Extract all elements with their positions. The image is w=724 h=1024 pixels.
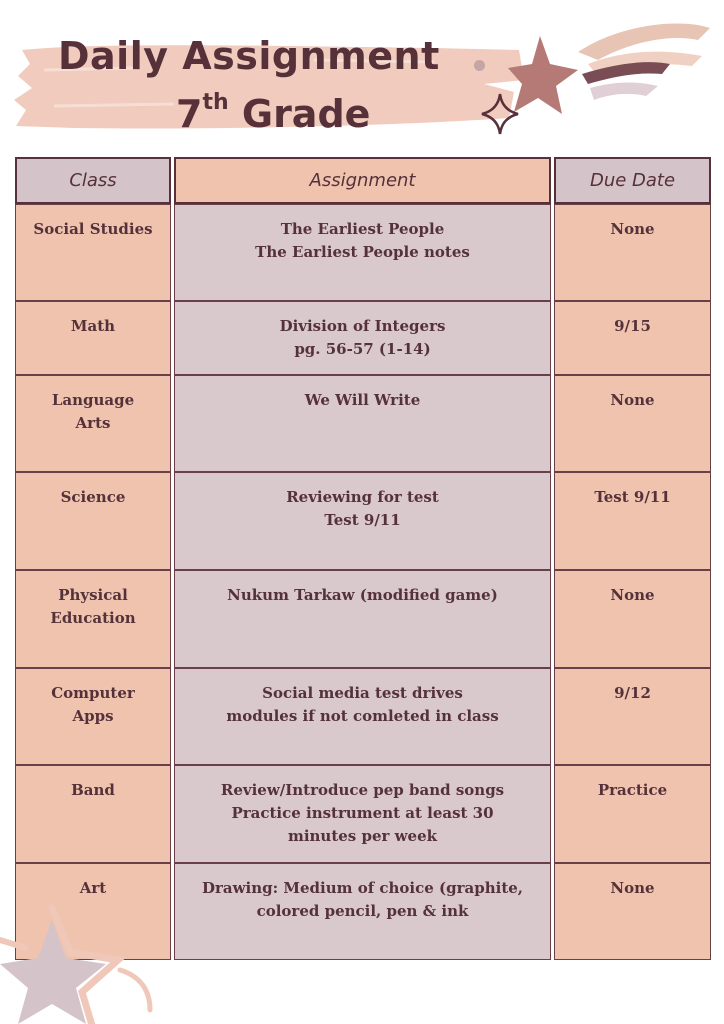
class-cell xyxy=(15,570,171,668)
assignment-cell-text: We Will Write xyxy=(304,391,421,409)
table-row xyxy=(15,301,711,375)
assignment-cell-text: Drawing: Medium of choice (graphite, xyxy=(201,879,524,897)
grade-suffix: th xyxy=(202,90,229,116)
table-header-row xyxy=(15,157,711,204)
class-cell-text: Education xyxy=(50,609,136,627)
due-date-cell xyxy=(554,301,711,375)
assignment-cell-text: The Earliest People xyxy=(280,220,445,238)
due-date-cell xyxy=(554,204,711,301)
due-date-cell xyxy=(554,570,711,668)
column-header-class: Class xyxy=(15,157,171,204)
grade-word: Grade xyxy=(241,92,371,136)
class-cell-text: Apps xyxy=(72,707,114,725)
class-cell-text: Arts xyxy=(75,414,111,432)
assignment-cell-text: modules if not comleted in class xyxy=(226,707,499,725)
assignment-cell-text: Practice instrument at least 30 xyxy=(231,804,494,822)
assignment-cell-text: colored pencil, pen & ink xyxy=(256,902,469,920)
class-cell-text: Physical xyxy=(58,586,128,604)
grade-heading xyxy=(176,92,370,136)
due-date-cell xyxy=(554,668,711,765)
star-icon xyxy=(508,36,578,114)
class-cell-text: Social Studies xyxy=(33,220,153,238)
assignment-cell xyxy=(174,765,551,863)
assignment-cell-text: The Earliest People notes xyxy=(255,243,470,261)
assignment-cell xyxy=(174,863,551,960)
column-header-due-date: Due Date xyxy=(554,157,711,204)
assignment-cell-text: pg. 56-57 (1-14) xyxy=(294,340,431,358)
assignment-cell xyxy=(174,668,551,765)
due-date-cell xyxy=(554,375,711,472)
assignment-table xyxy=(12,157,714,960)
due-date-cell-text: Practice xyxy=(597,781,668,799)
assignment-cell-text: minutes per week xyxy=(287,827,438,845)
due-date-cell-text: Test 9/11 xyxy=(594,488,671,506)
class-cell-text: Language xyxy=(51,391,135,409)
assignment-cell xyxy=(174,472,551,570)
due-date-cell-text: 9/15 xyxy=(614,317,651,335)
class-cell-text: Band xyxy=(71,781,115,799)
page-header xyxy=(0,0,724,150)
assignment-cell xyxy=(174,375,551,472)
due-date-cell xyxy=(554,765,711,863)
class-cell xyxy=(15,668,171,765)
due-date-cell-text: None xyxy=(610,879,655,897)
class-cell-text: Math xyxy=(70,317,116,335)
table-row xyxy=(15,765,711,863)
assignment-cell-text: Division of Integers xyxy=(279,317,446,335)
column-header-assignment: Assignment xyxy=(174,157,551,204)
shooting-star-decoration xyxy=(470,12,724,142)
grade-number: 7 xyxy=(176,92,203,136)
due-date-cell-text: 9/12 xyxy=(614,684,651,702)
assignment-cell xyxy=(174,570,551,668)
assignment-cell xyxy=(174,301,551,375)
due-date-cell xyxy=(554,863,711,960)
table-row xyxy=(15,204,711,301)
star-outline-icon xyxy=(0,900,180,1024)
due-date-cell xyxy=(554,472,711,570)
table-row xyxy=(15,668,711,765)
class-cell xyxy=(15,301,171,375)
due-date-cell-text: None xyxy=(610,391,655,409)
assignment-cell-text: Reviewing for test xyxy=(286,488,439,506)
assignment-cell-text: Review/Introduce pep band songs xyxy=(220,781,505,799)
class-cell xyxy=(15,472,171,570)
class-cell xyxy=(15,375,171,472)
class-cell-text: Science xyxy=(60,488,126,506)
assignment-cell xyxy=(174,204,551,301)
due-date-cell-text: None xyxy=(610,586,655,604)
class-cell-text: Computer xyxy=(51,684,135,702)
table-row xyxy=(15,570,711,668)
due-date-cell-text: None xyxy=(610,220,655,238)
class-cell xyxy=(15,204,171,301)
sparkle-icon xyxy=(482,94,518,134)
table-row xyxy=(15,375,711,472)
table-row xyxy=(15,472,711,570)
assignment-cell-text: Test 9/11 xyxy=(324,511,401,529)
assignment-cell-text: Nukum Tarkaw (modified game) xyxy=(227,586,498,604)
class-cell xyxy=(15,765,171,863)
page-title: Daily Assignment xyxy=(58,34,440,78)
assignment-cell-text: Social media test drives xyxy=(262,684,463,702)
class-cell-text: Art xyxy=(79,879,107,897)
